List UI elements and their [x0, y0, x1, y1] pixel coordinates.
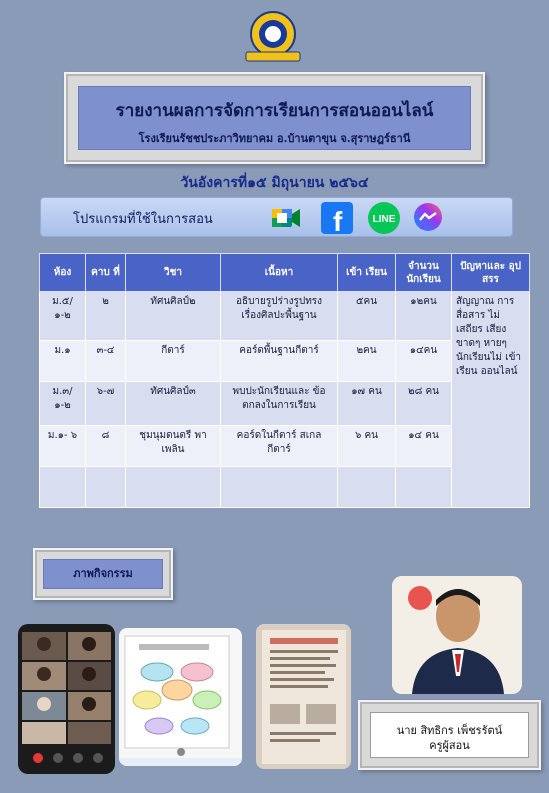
- col-students: จำนวน นักเรียน: [396, 254, 452, 292]
- cell-period: ๘: [86, 426, 126, 467]
- cell-empty: [338, 467, 396, 508]
- cell-subject: กีตาร์: [126, 340, 221, 381]
- cell-room: ม.๑- ๖: [40, 426, 86, 467]
- col-room: ห้อง: [40, 254, 86, 292]
- cell-empty: [396, 467, 452, 508]
- page-title: รายงานผลการจัดการเรียนการสอนออนไลน์: [115, 101, 434, 121]
- cell-attend: ๑๗ คน: [338, 381, 396, 426]
- col-problems: ปัญหาและ อุปสรร: [452, 254, 530, 292]
- cell-attend: ๕คน: [338, 292, 396, 341]
- col-period: คาบ ที่: [86, 254, 126, 292]
- cell-empty: [221, 467, 338, 508]
- activity-photo-worksheet: [256, 624, 351, 769]
- teacher-card: [370, 712, 529, 758]
- title-panel: [78, 86, 471, 150]
- program-bar: [40, 197, 513, 237]
- title-frame: [64, 72, 485, 164]
- cell-students: ๑๒คน: [396, 292, 452, 341]
- col-subject: วิชา: [126, 254, 221, 292]
- cell-empty: [126, 467, 221, 508]
- school-location: โรงเรียนรัชชประภาวิทยาคม อ.บ้านตาขุน จ.สุราษฎร์ธานี: [138, 132, 411, 145]
- teacher-role: ครูผู้สอน: [429, 739, 470, 752]
- activity-photo-video-call: [18, 624, 115, 774]
- cell-students: ๒๘ คน: [396, 381, 452, 426]
- messenger-icon: [411, 201, 445, 235]
- svg-text:LINE: LINE: [372, 214, 396, 225]
- svg-text:f: f: [333, 206, 343, 235]
- report-date: วันอังคารที่๑๕ มิถุนายน ๒๕๖๔: [180, 175, 369, 191]
- table-header-row: [40, 254, 530, 292]
- google-meet-icon: [269, 201, 303, 235]
- teacher-frame: [358, 700, 541, 770]
- facebook-icon: [320, 201, 354, 235]
- cell-content: อธิบายรูปร่างรูปทรง เรื่องศิลปะพื้นฐาน: [221, 292, 338, 341]
- cell-content: คอร์ดพื้นฐานกีตาร์: [221, 340, 338, 381]
- cell-empty: [40, 467, 86, 508]
- teacher-photo: [392, 576, 522, 694]
- activity-photo-mindmap: [119, 628, 242, 766]
- cell-period: ๖-๗: [86, 381, 126, 426]
- col-attend: เข้า เรียน: [338, 254, 396, 292]
- activity-frame: [33, 548, 173, 600]
- report-table: [39, 253, 530, 508]
- col-content: เนื้อหา: [221, 254, 338, 292]
- cell-attend: ๖ คน: [338, 426, 396, 467]
- cell-subject: ทัศนศิลป์๒: [126, 292, 221, 341]
- cell-room: ม.๕/ ๑-๒: [40, 292, 86, 341]
- school-logo: [238, 8, 308, 64]
- cell-attend: ๒คน: [338, 340, 396, 381]
- activity-label: ภาพกิจกรรม: [43, 559, 163, 589]
- cell-students: ๑๔ คน: [396, 426, 452, 467]
- cell-content: พบปะนักเรียนและ ข้อตกลงในการเรียน: [221, 381, 338, 426]
- cell-subject: ชุมนุมดนตรี พาเพลิน: [126, 426, 221, 467]
- program-label: โปรแกรมที่ใช้ในการสอน: [73, 212, 213, 227]
- cell-content: คอร์ดในกีตาร์ สเกลกีตาร์: [221, 426, 338, 467]
- teacher-name: นาย สิทธิกร เพ็ชรรัตน์: [396, 724, 503, 737]
- cell-room: ม.๓/ ๑-๒: [40, 381, 86, 426]
- line-icon: [367, 201, 401, 235]
- cell-period: ๒: [86, 292, 126, 341]
- cell-students: ๑๔คน: [396, 340, 452, 381]
- cell-subject: ทัศนศิลป์๓: [126, 381, 221, 426]
- table-row: [40, 292, 530, 341]
- cell-period: ๓-๔: [86, 340, 126, 381]
- cell-problems: สัญญาณ การสื่อสาร ไม่เสถียร เสียงขาดๆ หายๆ นักเรียนไม่ เข้าเรียน ออนไลน์: [452, 292, 530, 508]
- cell-room: ม.๑: [40, 340, 86, 381]
- cell-empty: [86, 467, 126, 508]
